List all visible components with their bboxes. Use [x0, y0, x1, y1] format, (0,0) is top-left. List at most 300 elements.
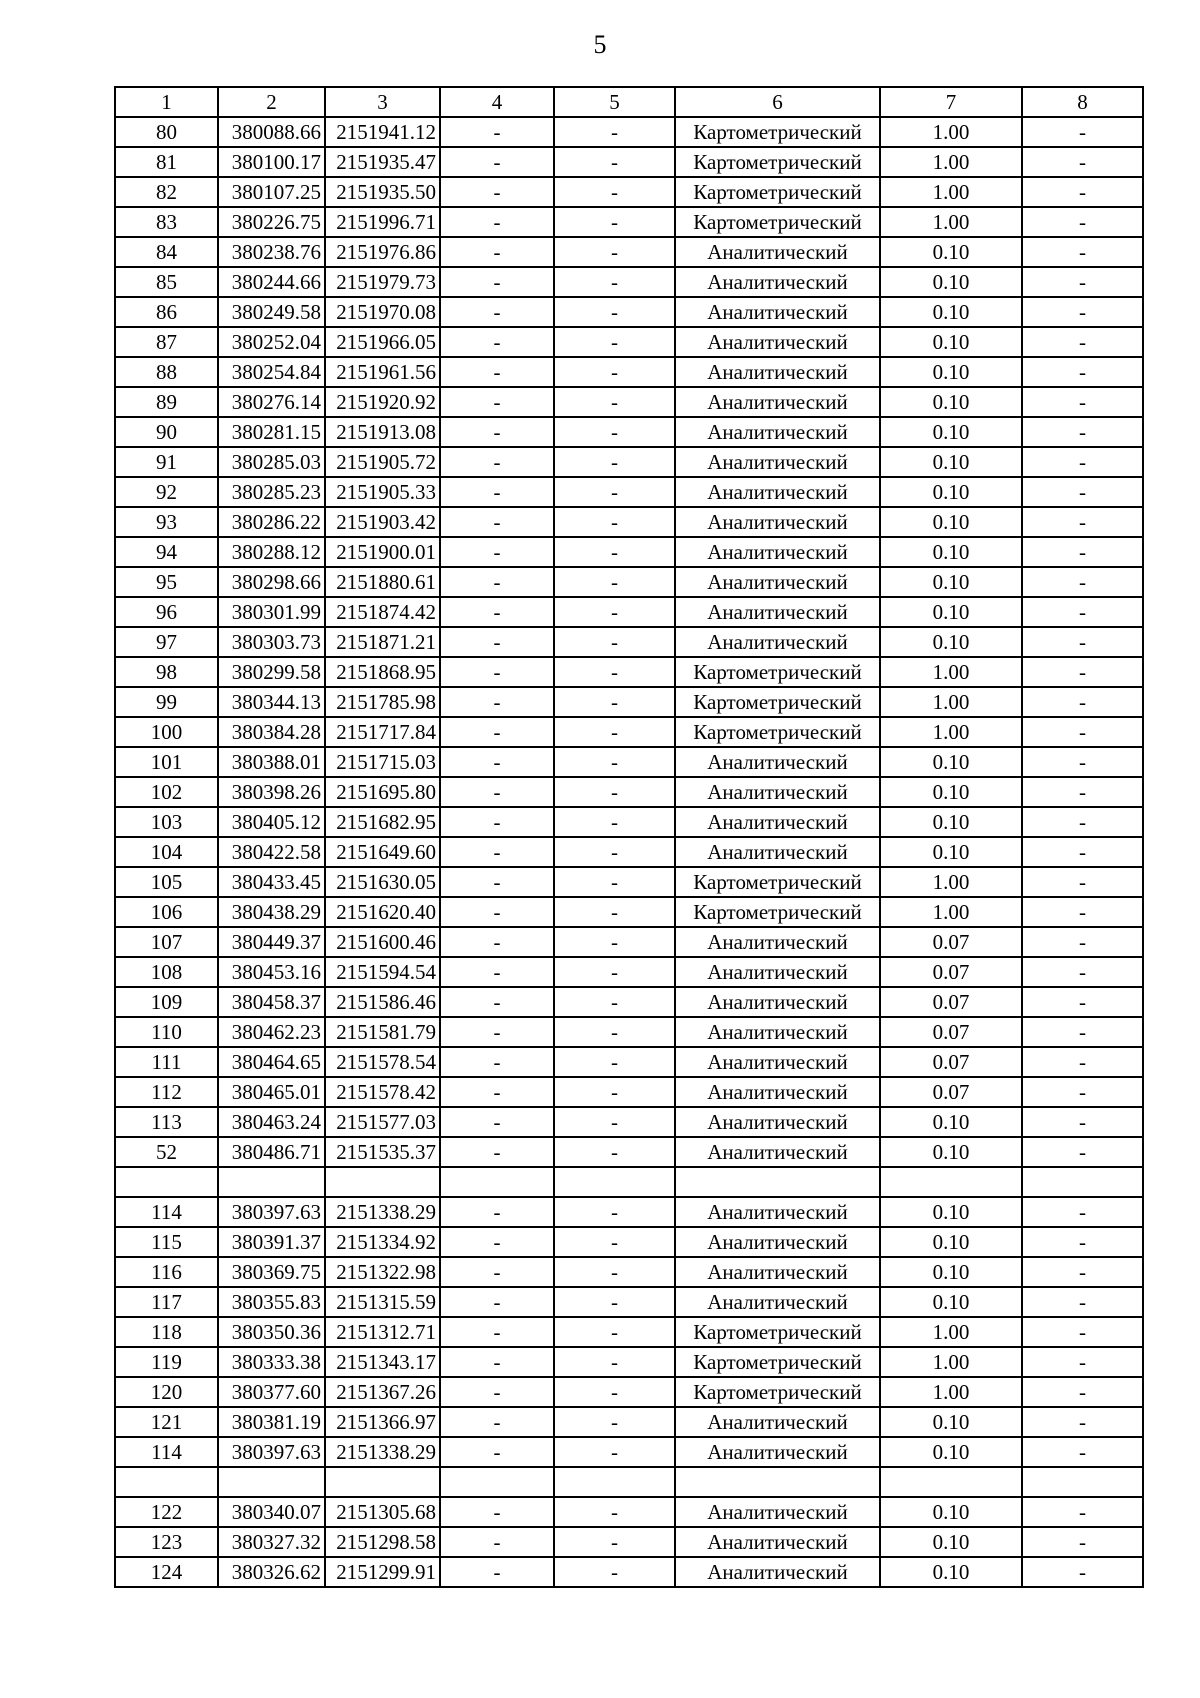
- accuracy-cell: 1.00: [880, 657, 1022, 687]
- y-coordinate-cell: 2151682.95: [325, 807, 440, 837]
- col4-cell: -: [440, 657, 554, 687]
- x-coordinate-cell: 380397.63: [218, 1197, 325, 1227]
- method-cell: Аналитический: [675, 447, 880, 477]
- col5-cell: -: [554, 777, 675, 807]
- accuracy-cell: 0.10: [880, 537, 1022, 567]
- y-coordinate-cell: 2151367.26: [325, 1377, 440, 1407]
- method-cell: Аналитический: [675, 927, 880, 957]
- y-coordinate-cell: 2151961.56: [325, 357, 440, 387]
- table-row: [115, 447, 1143, 477]
- col5-cell: -: [554, 717, 675, 747]
- coordinates-table: [114, 86, 1144, 1588]
- col5-cell: -: [554, 507, 675, 537]
- col8-cell: -: [1022, 987, 1143, 1017]
- accuracy-cell: 0.10: [880, 777, 1022, 807]
- col4-cell: -: [440, 1077, 554, 1107]
- y-coordinate-cell: 2151586.46: [325, 987, 440, 1017]
- col8-cell: -: [1022, 1257, 1143, 1287]
- col4-cell: -: [440, 777, 554, 807]
- col5-cell: -: [554, 1317, 675, 1347]
- accuracy-cell: 1.00: [880, 207, 1022, 237]
- method-cell: [675, 1467, 880, 1497]
- column-header: 4: [440, 87, 554, 117]
- accuracy-cell: 0.10: [880, 1137, 1022, 1167]
- y-coordinate-cell: 2151913.08: [325, 417, 440, 447]
- col4-cell: -: [440, 117, 554, 147]
- accuracy-cell: 0.10: [880, 597, 1022, 627]
- y-coordinate-cell: 2151312.71: [325, 1317, 440, 1347]
- point-number-cell: 81: [115, 147, 218, 177]
- accuracy-cell: 0.07: [880, 1077, 1022, 1107]
- col8-cell: -: [1022, 897, 1143, 927]
- x-coordinate-cell: 380422.58: [218, 837, 325, 867]
- col5-cell: -: [554, 327, 675, 357]
- table-row: [115, 147, 1143, 177]
- accuracy-cell: 0.10: [880, 1557, 1022, 1587]
- col4-cell: -: [440, 897, 554, 927]
- x-coordinate-cell: 380327.32: [218, 1527, 325, 1557]
- x-coordinate-cell: 380449.37: [218, 927, 325, 957]
- col4-cell: -: [440, 807, 554, 837]
- col8-cell: -: [1022, 447, 1143, 477]
- accuracy-cell: 0.10: [880, 1257, 1022, 1287]
- y-coordinate-cell: [325, 1167, 440, 1197]
- table-body: [115, 117, 1143, 1587]
- col4-cell: -: [440, 1287, 554, 1317]
- method-cell: Аналитический: [675, 567, 880, 597]
- col5-cell: -: [554, 837, 675, 867]
- point-number-cell: 116: [115, 1257, 218, 1287]
- method-cell: Картометрический: [675, 867, 880, 897]
- col5-cell: -: [554, 957, 675, 987]
- col8-cell: -: [1022, 1497, 1143, 1527]
- accuracy-cell: 0.10: [880, 747, 1022, 777]
- point-number-cell: 103: [115, 807, 218, 837]
- method-cell: Аналитический: [675, 1077, 880, 1107]
- point-number-cell: 85: [115, 267, 218, 297]
- method-cell: Аналитический: [675, 1437, 880, 1467]
- col4-cell: -: [440, 1347, 554, 1377]
- col8-cell: -: [1022, 417, 1143, 447]
- x-coordinate-cell: 380286.22: [218, 507, 325, 537]
- method-cell: Аналитический: [675, 957, 880, 987]
- x-coordinate-cell: 380303.73: [218, 627, 325, 657]
- table-row: [115, 627, 1143, 657]
- col5-cell: -: [554, 147, 675, 177]
- table-row: [115, 507, 1143, 537]
- col4-cell: -: [440, 1527, 554, 1557]
- column-header: 1: [115, 87, 218, 117]
- method-cell: Аналитический: [675, 837, 880, 867]
- x-coordinate-cell: 380369.75: [218, 1257, 325, 1287]
- point-number-cell: 120: [115, 1377, 218, 1407]
- table-row: [115, 417, 1143, 447]
- col8-cell: -: [1022, 927, 1143, 957]
- point-number-cell: 119: [115, 1347, 218, 1377]
- y-coordinate-cell: 2151338.29: [325, 1197, 440, 1227]
- col4-cell: -: [440, 567, 554, 597]
- method-cell: Картометрический: [675, 177, 880, 207]
- method-cell: Аналитический: [675, 417, 880, 447]
- x-coordinate-cell: 380249.58: [218, 297, 325, 327]
- table-row: [115, 537, 1143, 567]
- col4-cell: -: [440, 357, 554, 387]
- x-coordinate-cell: 380388.01: [218, 747, 325, 777]
- y-coordinate-cell: 2151871.21: [325, 627, 440, 657]
- accuracy-cell: 1.00: [880, 867, 1022, 897]
- col5-cell: -: [554, 357, 675, 387]
- page-number: 5: [593, 30, 607, 59]
- x-coordinate-cell: 380254.84: [218, 357, 325, 387]
- table-row: [115, 687, 1143, 717]
- col4-cell: -: [440, 417, 554, 447]
- col5-cell: -: [554, 987, 675, 1017]
- point-number-cell: 99: [115, 687, 218, 717]
- col5-cell: -: [554, 807, 675, 837]
- table-row: [115, 597, 1143, 627]
- y-coordinate-cell: 2151578.42: [325, 1077, 440, 1107]
- accuracy-cell: 0.10: [880, 627, 1022, 657]
- point-number-cell: 114: [115, 1437, 218, 1467]
- table-row: [115, 957, 1143, 987]
- table-row: [115, 1047, 1143, 1077]
- table-row: [115, 1107, 1143, 1137]
- col4-cell: -: [440, 327, 554, 357]
- x-coordinate-cell: 380463.24: [218, 1107, 325, 1137]
- table-row: [115, 1017, 1143, 1047]
- col5-cell: -: [554, 1557, 675, 1587]
- col4-cell: -: [440, 177, 554, 207]
- method-cell: Аналитический: [675, 237, 880, 267]
- method-cell: Аналитический: [675, 1257, 880, 1287]
- col5-cell: -: [554, 1407, 675, 1437]
- col4-cell: -: [440, 1557, 554, 1587]
- accuracy-cell: 0.10: [880, 1107, 1022, 1137]
- accuracy-cell: 1.00: [880, 1317, 1022, 1347]
- col5-cell: [554, 1167, 675, 1197]
- table-row: [115, 807, 1143, 837]
- col8-cell: [1022, 1167, 1143, 1197]
- point-number-cell: 112: [115, 1077, 218, 1107]
- accuracy-cell: 0.10: [880, 297, 1022, 327]
- table-row: [115, 1497, 1143, 1527]
- col8-cell: -: [1022, 687, 1143, 717]
- x-coordinate-cell: 380281.15: [218, 417, 325, 447]
- col8-cell: -: [1022, 657, 1143, 687]
- table-row: [115, 1317, 1143, 1347]
- table-row: [115, 1227, 1143, 1257]
- x-coordinate-cell: 380438.29: [218, 897, 325, 927]
- x-coordinate-cell: 380465.01: [218, 1077, 325, 1107]
- col5-cell: -: [554, 1077, 675, 1107]
- method-cell: [675, 1167, 880, 1197]
- point-number-cell: 82: [115, 177, 218, 207]
- column-header: 3: [325, 87, 440, 117]
- col5-cell: -: [554, 927, 675, 957]
- col8-cell: -: [1022, 1017, 1143, 1047]
- col8-cell: -: [1022, 837, 1143, 867]
- col8-cell: -: [1022, 1317, 1143, 1347]
- point-number-cell: 97: [115, 627, 218, 657]
- col5-cell: -: [554, 447, 675, 477]
- method-cell: Картометрический: [675, 207, 880, 237]
- table-row: [115, 387, 1143, 417]
- y-coordinate-cell: 2151649.60: [325, 837, 440, 867]
- point-number-cell: 88: [115, 357, 218, 387]
- table-row: [115, 777, 1143, 807]
- method-cell: Аналитический: [675, 537, 880, 567]
- y-coordinate-cell: 2151976.86: [325, 237, 440, 267]
- x-coordinate-cell: 380391.37: [218, 1227, 325, 1257]
- x-coordinate-cell: 380299.58: [218, 657, 325, 687]
- col8-cell: -: [1022, 627, 1143, 657]
- accuracy-cell: 0.10: [880, 1407, 1022, 1437]
- x-coordinate-cell: 380405.12: [218, 807, 325, 837]
- accuracy-cell: 0.10: [880, 357, 1022, 387]
- accuracy-cell: 0.10: [880, 1227, 1022, 1257]
- method-cell: Картометрический: [675, 1347, 880, 1377]
- x-coordinate-cell: 380464.65: [218, 1047, 325, 1077]
- table-row: [115, 1407, 1143, 1437]
- col5-cell: -: [554, 207, 675, 237]
- y-coordinate-cell: 2151874.42: [325, 597, 440, 627]
- method-cell: Аналитический: [675, 777, 880, 807]
- table-row: [115, 1527, 1143, 1557]
- method-cell: Аналитический: [675, 297, 880, 327]
- method-cell: Картометрический: [675, 1377, 880, 1407]
- point-number-cell: 114: [115, 1197, 218, 1227]
- point-number-cell: 98: [115, 657, 218, 687]
- y-coordinate-cell: 2151717.84: [325, 717, 440, 747]
- column-header: 2: [218, 87, 325, 117]
- column-header: 8: [1022, 87, 1143, 117]
- col8-cell: -: [1022, 327, 1143, 357]
- x-coordinate-cell: 380486.71: [218, 1137, 325, 1167]
- col8-cell: -: [1022, 177, 1143, 207]
- x-coordinate-cell: 380397.63: [218, 1437, 325, 1467]
- x-coordinate-cell: 380340.07: [218, 1497, 325, 1527]
- col4-cell: -: [440, 867, 554, 897]
- col8-cell: -: [1022, 267, 1143, 297]
- col5-cell: -: [554, 237, 675, 267]
- table-row: [115, 837, 1143, 867]
- y-coordinate-cell: 2151903.42: [325, 507, 440, 537]
- y-coordinate-cell: 2151935.50: [325, 177, 440, 207]
- col4-cell: -: [440, 147, 554, 177]
- x-coordinate-cell: 380381.19: [218, 1407, 325, 1437]
- y-coordinate-cell: 2151785.98: [325, 687, 440, 717]
- x-coordinate-cell: 380350.36: [218, 1317, 325, 1347]
- col4-cell: -: [440, 717, 554, 747]
- x-coordinate-cell: 380252.04: [218, 327, 325, 357]
- col8-cell: -: [1022, 387, 1143, 417]
- col8-cell: -: [1022, 477, 1143, 507]
- col8-cell: -: [1022, 1197, 1143, 1227]
- y-coordinate-cell: 2151535.37: [325, 1137, 440, 1167]
- col8-cell: -: [1022, 1107, 1143, 1137]
- col8-cell: -: [1022, 1437, 1143, 1467]
- y-coordinate-cell: 2151334.92: [325, 1227, 440, 1257]
- col4-cell: -: [440, 1227, 554, 1257]
- accuracy-cell: 0.07: [880, 1047, 1022, 1077]
- x-coordinate-cell: 380301.99: [218, 597, 325, 627]
- table-row: [115, 357, 1143, 387]
- method-cell: Аналитический: [675, 807, 880, 837]
- column-header: 7: [880, 87, 1022, 117]
- point-number-cell: 121: [115, 1407, 218, 1437]
- accuracy-cell: 0.10: [880, 567, 1022, 597]
- col4-cell: -: [440, 1377, 554, 1407]
- table-row: [115, 177, 1143, 207]
- col4-cell: -: [440, 627, 554, 657]
- col5-cell: -: [554, 1497, 675, 1527]
- accuracy-cell: 0.07: [880, 1017, 1022, 1047]
- col4-cell: -: [440, 267, 554, 297]
- table-row: [115, 117, 1143, 147]
- table-row: [115, 297, 1143, 327]
- point-number-cell: 111: [115, 1047, 218, 1077]
- col5-cell: -: [554, 1527, 675, 1557]
- col4-cell: -: [440, 507, 554, 537]
- y-coordinate-cell: 2151996.71: [325, 207, 440, 237]
- x-coordinate-cell: 380462.23: [218, 1017, 325, 1047]
- method-cell: Аналитический: [675, 477, 880, 507]
- method-cell: Аналитический: [675, 1557, 880, 1587]
- col4-cell: -: [440, 237, 554, 267]
- method-cell: Аналитический: [675, 1047, 880, 1077]
- col8-cell: -: [1022, 117, 1143, 147]
- col4-cell: -: [440, 927, 554, 957]
- x-coordinate-cell: 380285.23: [218, 477, 325, 507]
- col8-cell: -: [1022, 537, 1143, 567]
- point-number-cell: 113: [115, 1107, 218, 1137]
- point-number-cell: [115, 1167, 218, 1197]
- point-number-cell: 96: [115, 597, 218, 627]
- method-cell: Аналитический: [675, 1527, 880, 1557]
- point-number-cell: 104: [115, 837, 218, 867]
- y-coordinate-cell: 2151935.47: [325, 147, 440, 177]
- x-coordinate-cell: 380458.37: [218, 987, 325, 1017]
- col8-cell: -: [1022, 237, 1143, 267]
- col5-cell: -: [554, 117, 675, 147]
- table-row: [115, 927, 1143, 957]
- col5-cell: -: [554, 1227, 675, 1257]
- col5-cell: -: [554, 1347, 675, 1377]
- point-number-cell: 89: [115, 387, 218, 417]
- accuracy-cell: 0.10: [880, 837, 1022, 867]
- x-coordinate-cell: 380276.14: [218, 387, 325, 417]
- point-number-cell: 108: [115, 957, 218, 987]
- method-cell: Картометрический: [675, 897, 880, 927]
- accuracy-cell: 1.00: [880, 177, 1022, 207]
- col4-cell: -: [440, 477, 554, 507]
- point-number-cell: 91: [115, 447, 218, 477]
- table-row: [115, 327, 1143, 357]
- x-coordinate-cell: 380238.76: [218, 237, 325, 267]
- method-cell: Аналитический: [675, 627, 880, 657]
- method-cell: Картометрический: [675, 1317, 880, 1347]
- col8-cell: [1022, 1467, 1143, 1497]
- point-number-cell: 92: [115, 477, 218, 507]
- x-coordinate-cell: [218, 1467, 325, 1497]
- col4-cell: -: [440, 1407, 554, 1437]
- col4-cell: -: [440, 297, 554, 327]
- accuracy-cell: 1.00: [880, 897, 1022, 927]
- accuracy-cell: 1.00: [880, 1347, 1022, 1377]
- point-number-cell: 80: [115, 117, 218, 147]
- col4-cell: -: [440, 1107, 554, 1137]
- col5-cell: -: [554, 387, 675, 417]
- point-number-cell: 90: [115, 417, 218, 447]
- y-coordinate-cell: 2151979.73: [325, 267, 440, 297]
- col8-cell: -: [1022, 597, 1143, 627]
- accuracy-cell: 0.07: [880, 927, 1022, 957]
- point-number-cell: 109: [115, 987, 218, 1017]
- point-number-cell: 101: [115, 747, 218, 777]
- y-coordinate-cell: 2151594.54: [325, 957, 440, 987]
- col5-cell: -: [554, 1377, 675, 1407]
- y-coordinate-cell: 2151577.03: [325, 1107, 440, 1137]
- method-cell: Аналитический: [675, 987, 880, 1017]
- x-coordinate-cell: 380298.66: [218, 567, 325, 597]
- y-coordinate-cell: 2151920.92: [325, 387, 440, 417]
- col4-cell: [440, 1467, 554, 1497]
- col8-cell: -: [1022, 1407, 1143, 1437]
- col5-cell: -: [554, 1287, 675, 1317]
- x-coordinate-cell: 380100.17: [218, 147, 325, 177]
- method-cell: Аналитический: [675, 357, 880, 387]
- col4-cell: -: [440, 987, 554, 1017]
- table-row: [115, 1287, 1143, 1317]
- col5-cell: -: [554, 687, 675, 717]
- point-number-cell: 86: [115, 297, 218, 327]
- accuracy-cell: 0.10: [880, 1437, 1022, 1467]
- point-number-cell: 122: [115, 1497, 218, 1527]
- col5-cell: -: [554, 897, 675, 927]
- method-cell: Аналитический: [675, 1107, 880, 1137]
- col8-cell: -: [1022, 1137, 1143, 1167]
- x-coordinate-cell: 380107.25: [218, 177, 325, 207]
- y-coordinate-cell: 2151715.03: [325, 747, 440, 777]
- x-coordinate-cell: 380398.26: [218, 777, 325, 807]
- col8-cell: -: [1022, 507, 1143, 537]
- col5-cell: [554, 1467, 675, 1497]
- col5-cell: -: [554, 1107, 675, 1137]
- col8-cell: -: [1022, 1077, 1143, 1107]
- accuracy-cell: 0.10: [880, 507, 1022, 537]
- table-row: [115, 1557, 1143, 1587]
- point-number-cell: 118: [115, 1317, 218, 1347]
- y-coordinate-cell: 2151305.68: [325, 1497, 440, 1527]
- point-number-cell: 124: [115, 1557, 218, 1587]
- y-coordinate-cell: 2151630.05: [325, 867, 440, 897]
- col4-cell: -: [440, 447, 554, 477]
- method-cell: Аналитический: [675, 1227, 880, 1257]
- x-coordinate-cell: 380344.13: [218, 687, 325, 717]
- col8-cell: -: [1022, 1347, 1143, 1377]
- accuracy-cell: 0.07: [880, 987, 1022, 1017]
- x-coordinate-cell: 380377.60: [218, 1377, 325, 1407]
- col4-cell: -: [440, 387, 554, 417]
- method-cell: Картометрический: [675, 657, 880, 687]
- col5-cell: -: [554, 867, 675, 897]
- point-number-cell: 52: [115, 1137, 218, 1167]
- y-coordinate-cell: 2151880.61: [325, 567, 440, 597]
- y-coordinate-cell: 2151581.79: [325, 1017, 440, 1047]
- x-coordinate-cell: 380288.12: [218, 537, 325, 567]
- col4-cell: -: [440, 1017, 554, 1047]
- accuracy-cell: 0.10: [880, 477, 1022, 507]
